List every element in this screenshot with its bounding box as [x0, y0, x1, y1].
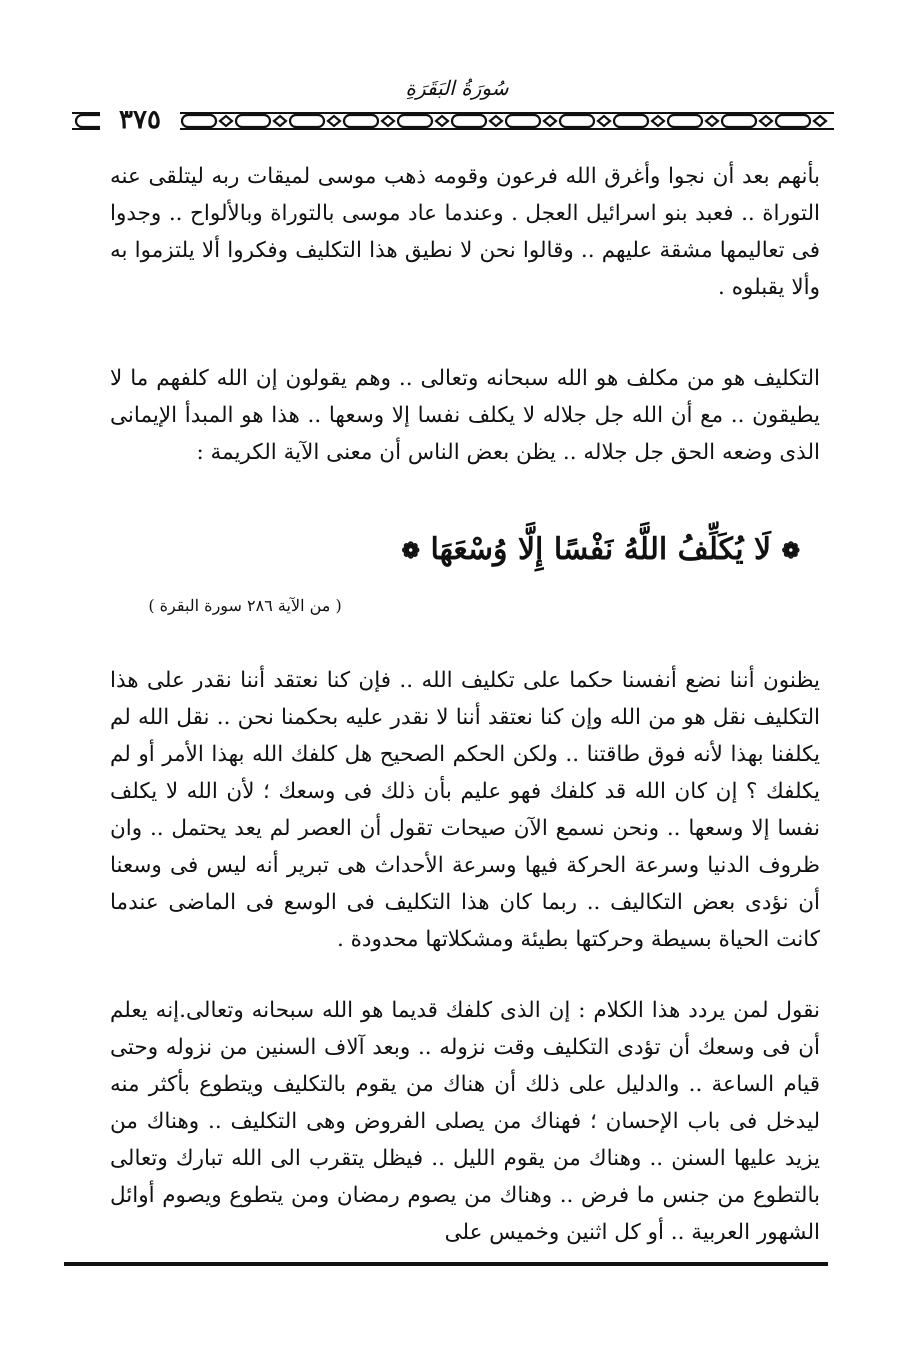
- quran-verse: [401, 528, 800, 572]
- decorative-border: [72, 108, 834, 134]
- verse-reference: ( من الآية ٢٨٦ سورة البقرة ): [148, 596, 342, 615]
- verse-ornament-left-icon: ❁: [401, 538, 420, 564]
- paragraph-3: يظنون أننا نضع أنفسنا حكما على تكليف الله .. فإن كنا نعتقد أننا نقدر على هذا التكليف نقل هو من الله وإن كنا نعتقد أننا لا نقدر عليه بحكمنا نحن .. نقل الله لم يكلفنا بهذا لأنه فوق طاقتنا .. ولكن الحكم الصحيح هل كلفك الله بهذا الأمر أو لم يكلفك ؟ إن كان الله قد كلفك فهو عليم بأن ذلك فى وسعك ؛ لأن الله لا يكلف نفسا إلا وسعها .. ونحن نسمع الآن صيحات تقول أن العصر لم يعد يحتمل .. وان ظروف الدنيا وسرعة الحركة فيها وسرعة الأحداث هى تبرير أنه ليس فى وسعنا أن نؤدى بعض التكاليف .. ربما كان هذا التكليف فى الوسع فى الماضى عندما كانت الحياة بسيطة وحركتها بطيئة ومشكلاتها محدودة .: [110, 668, 820, 952]
- page-number: ٣٧٥: [100, 106, 180, 134]
- surah-title: سُورَةُ البَقَرَةِ: [405, 76, 509, 100]
- paragraph-1: بأنهم بعد أن نجوا وأغرق الله فرعون وقومه ذهب موسى لميقات ربه ليتلقى عنه التوراة .. فعبد بنو اسرائيل العجل . وعندما عاد موسى بالتوراة وبالألواح .. وجدوا فى تعاليمها مشقة عليهم .. وقالوا نحن لا نطيق هذا التكليف وفكروا ألا يلتزموا به وألا يقبلوه .: [110, 164, 820, 300]
- paragraph-4: نقول لمن يردد هذا الكلام : إن الذى كلفك قديما هو الله سبحانه وتعالى.إنه يعلم أن فى وسعك أن تؤدى التكليف وقت نزوله .. وبعد آلاف السنين من نزوله وحتى قيام الساعة .. والدليل على ذلك أن هناك من يقوم بالتكليف ويتطوع بأكثر منه ليدخل فى باب الإحسان ؛ فهناك من يصلى الفروض وهى التكليف .. وهناك من يزيد عليها السنن .. وهناك من يقوم الليل .. فيظل يتقرب الى الله تبارك وتعالى بالتطوع من جنس ما فرض .. وهناك من يصوم رمضان ومن يتطوع ويصوم أوائل الشهور العربية .. أو كل اثنين وخميس على: [110, 998, 820, 1245]
- footer-rule: [64, 1262, 828, 1266]
- paragraph-2: التكليف هو من مكلف هو الله سبحانه وتعالى .. وهم يقولون إن الله كلفهم ما لا يطيقون .. مع أن الله جل جلاله لا يكلف نفسا إلا وسعها .. هذا هو المبدأ الإيمانى الذى وضعه الحق جل جلاله .. يظن بعض الناس أن معنى الآية الكريمة :: [110, 366, 820, 465]
- verse-text: لَا يُكَلِّفُ اللَّهُ نَفْسًا إِلَّا وُسْعَهَا: [430, 532, 772, 567]
- verse-ornament-right-icon: ❁: [781, 538, 800, 564]
